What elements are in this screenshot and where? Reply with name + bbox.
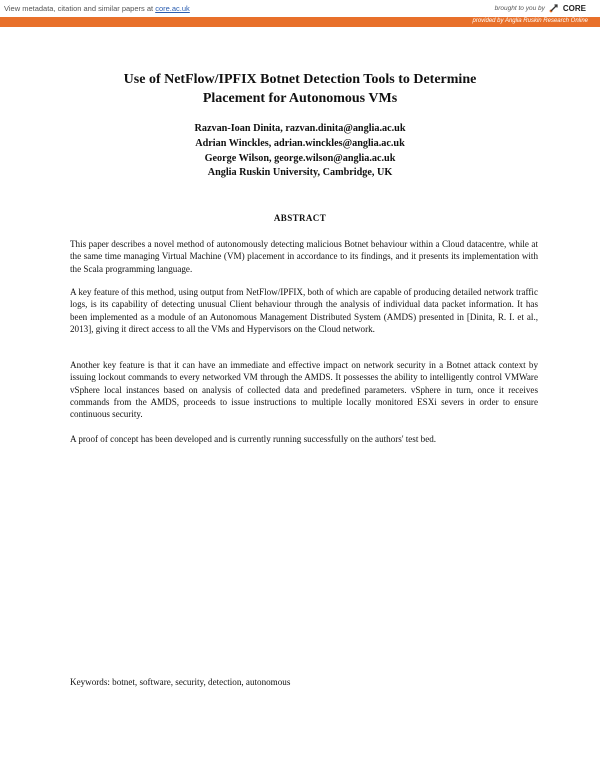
core-brand[interactable] — [495, 3, 586, 14]
core-metadata-link-text — [4, 4, 190, 13]
core-brand-name: CORE — [562, 4, 586, 13]
abstract-paragraph-4: A proof of concept has been developed and is currently running successfully on the authors' test bed. — [70, 434, 437, 444]
author-1: Razvan-Ioan Dinita, razvan.dinita@anglia.ac.uk — [194, 123, 406, 134]
core-logo-icon — [548, 3, 560, 14]
abstract-paragraph-3: Another key feature is that it can have an immediate and effective impact on network security in a Botnet attack context by issuing lockout commands to every networked VM through the AMDS. It possesses the ability to intelligently control VMWare vSphere local instances based on analysis of collected data and predefined parameters. vSphere in turn, once it receives commands from the AMDS, proceeds to issue instructions to multiple locally monitored ESXi severs in order to ensure continuous security. — [70, 360, 538, 420]
abstract-heading: ABSTRACT — [273, 213, 327, 223]
brought-to-you-label: brought to you by — [494, 5, 545, 12]
core-metadata-prefix: View metadata, citation and similar papers at — [4, 4, 156, 13]
keywords: Keywords: botnet, software, security, detection, autonomous — [70, 677, 291, 687]
paper-title-line-2: Placement for Autonomous VMs — [202, 91, 398, 106]
paper-title — [60, 70, 540, 108]
core-banner — [0, 0, 600, 27]
author-list — [100, 122, 500, 181]
abstract-paragraph-1: This paper describes a novel method of autonomously detecting malicious Botnet behaviour within a Cloud datacentre, while at the same time managing Virtual Machine (VM) placement in accordance to its findings, and it presents its implementation with the Scala programming language. — [70, 239, 538, 274]
affiliation: Anglia Ruskin University, Cambridge, UK — [207, 167, 393, 179]
author-3: George Wilson, george.wilson@anglia.ac.uk — [204, 152, 396, 164]
core-ac-uk-link[interactable]: core.ac.uk — [155, 4, 190, 13]
core-provider-text: provided by Anglia Ruskin Research Online — [472, 18, 588, 24]
paper-title-line-1: Use of NetFlow/IPFIX Botnet Detection Tools to Determine — [123, 72, 477, 87]
author-2: Adrian Winckles, adrian.winckles@anglia.ac.uk — [195, 137, 405, 149]
abstract-paragraph-2: A key feature of this method, using output from NetFlow/IPFIX, both of which are capable of producing detailed network traffic logs, is its capability of detecting unusual Client behaviour through the analysis of individual data packet information. It has been implemented as a module of an Autonomous Management Distributed System (AMDS) presented in [Dinita, R. I. et al., 2013], giving it direct access to all the VMs and Hypervisors on the Cloud network. — [70, 287, 538, 334]
